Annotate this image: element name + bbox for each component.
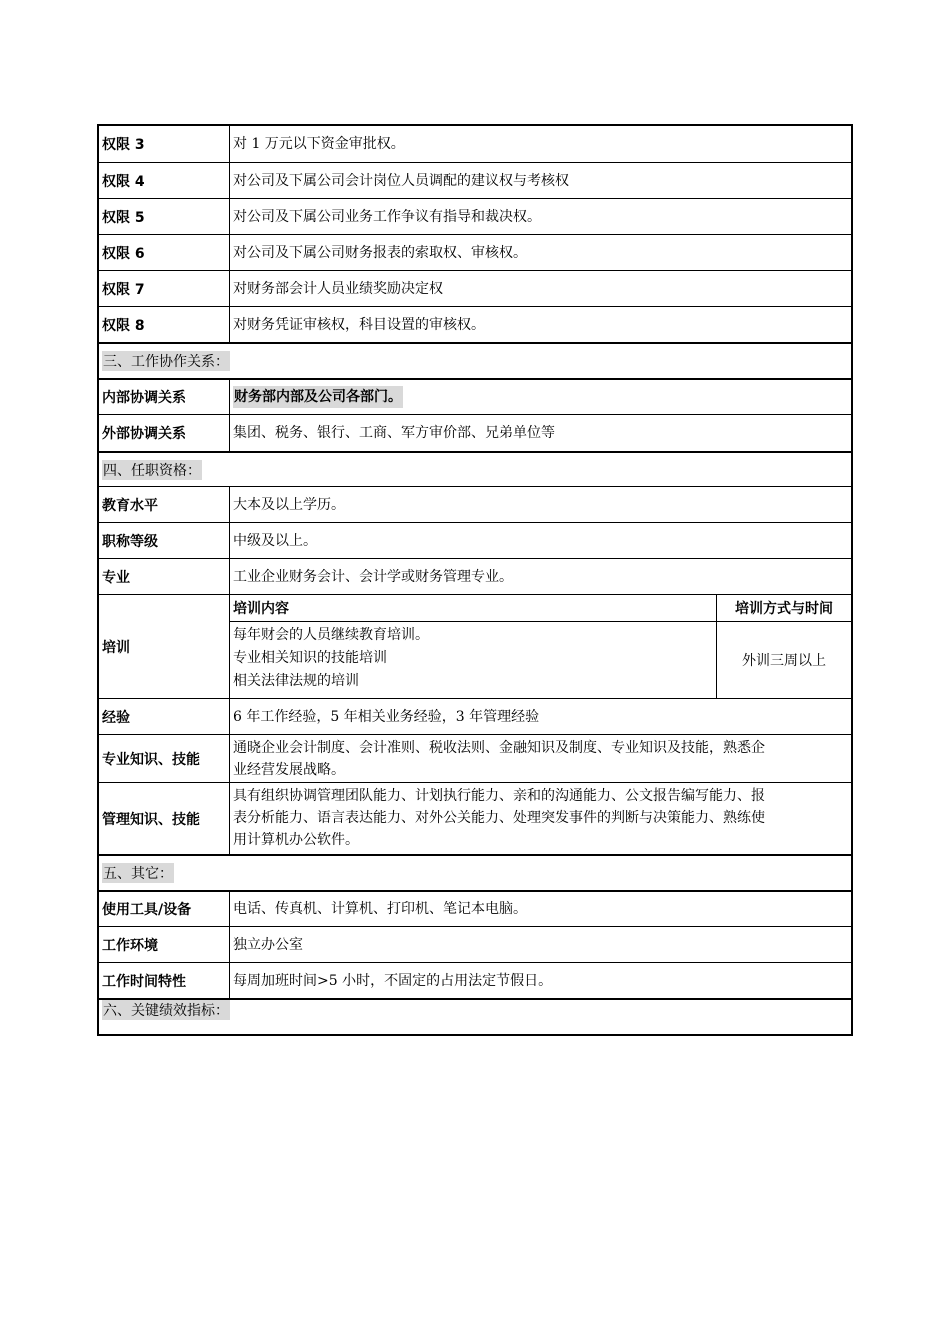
section-header [99,451,851,486]
text-line: 用计算机办公软件。 [233,832,359,848]
internal-coordination-row [99,378,851,414]
section-title: 四、任职资格： [102,460,202,480]
permission-row [99,162,851,198]
row-label: 工作时间特性 [99,963,230,998]
text-line: 具有组织协调管理团队能力、计划执行能力、亲和的沟通能力、公文报告编写能力、报 [233,788,765,804]
row-label: 教育水平 [99,487,230,522]
text-line: 业经营发展战略。 [233,762,345,778]
management-skills-row [99,782,851,854]
permission-row [99,234,851,270]
row-value: 对公司及下属公司业务工作争议有指导和裁决权。 [233,208,541,225]
row-value: 6 年工作经验，5 年相关业务经验，3 年管理经验 [233,708,540,725]
job-description-table [97,124,853,1036]
row-value: 大本及以上学历。 [233,496,345,513]
professional-skills-row [99,734,851,782]
training-content-header: 培训内容 [233,601,289,617]
row-label: 权限 4 [99,163,230,198]
row-label: 权限 6 [99,235,230,270]
text-line: 表分析能力、语言表达能力、对外公关能力、处理突发事件的判断与决策能力、熟练使 [233,810,765,826]
row-value: 独立办公室 [233,936,303,953]
title-level-row [99,522,851,558]
row-label: 使用工具/设备 [99,892,230,926]
row-value [230,783,851,854]
row-label: 管理知识、技能 [99,783,230,854]
row-value: 对公司及下属公司会计岗位人员调配的建议权与考核权 [233,172,569,189]
row-label: 内部协调关系 [99,380,230,414]
section-title: 六、关键绩效指标： [102,1000,230,1020]
permission-row [99,198,851,234]
row-value: 对财务部会计人员业绩奖励决定权 [233,280,443,297]
experience-row [99,698,851,734]
hours-row [99,962,851,998]
external-coordination-row [99,414,851,451]
permission-row [99,126,851,162]
row-value: 对财务凭证审核权，科目设置的审核权。 [233,316,485,333]
row-label: 权限 3 [99,126,230,162]
section-header [99,854,851,890]
permission-row [99,306,851,342]
training-item: 相关法律法规的培训 [233,673,359,689]
tools-row [99,890,851,926]
section-header [99,342,851,378]
section-header [99,998,851,1034]
training-content-list [230,622,716,698]
row-value: 电话、传真机、计算机、打印机、笔记本电脑。 [233,901,527,917]
row-value [230,735,851,782]
major-row [99,558,851,594]
section-title: 五、其它： [102,863,174,883]
training-method: 外训三周以上 [716,622,851,698]
text-line: 通晓企业会计制度、会计准则、税收法则、金融知识及制度、专业知识及技能，熟悉企 [233,740,765,756]
environment-row [99,926,851,962]
row-label: 专业知识、技能 [99,735,230,782]
row-label: 培训 [99,595,230,698]
row-value: 工业企业财务会计、会计学或财务管理专业。 [233,568,513,585]
row-label: 权限 7 [99,271,230,306]
row-value: 中级及以上。 [233,532,317,549]
row-value: 对公司及下属公司财务报表的索取权、审核权。 [233,244,527,261]
training-method-header: 培训方式与时间 [716,595,851,621]
section-title: 三、工作协作关系： [102,351,230,371]
training-item: 专业相关知识的技能培训 [233,650,387,666]
row-label: 外部协调关系 [99,415,230,451]
permission-row [99,270,851,306]
row-label: 职称等级 [99,523,230,558]
row-label: 权限 8 [99,307,230,342]
row-value: 每周加班时间>5 小时，不固定的占用法定节假日。 [233,972,553,989]
row-label: 权限 5 [99,199,230,234]
row-value: 集团、税务、银行、工商、军方审价部、兄弟单位等 [233,425,555,441]
row-value: 对 1 万元以下资金审批权。 [233,136,405,152]
training-row [99,594,851,698]
education-row [99,486,851,522]
training-subtable [230,595,851,698]
row-label: 经验 [99,699,230,734]
row-label: 专业 [99,559,230,594]
row-value: 财务部内部及公司各部门。 [233,386,403,408]
training-item: 每年财会的人员继续教育培训。 [233,627,429,643]
row-label: 工作环境 [99,927,230,962]
